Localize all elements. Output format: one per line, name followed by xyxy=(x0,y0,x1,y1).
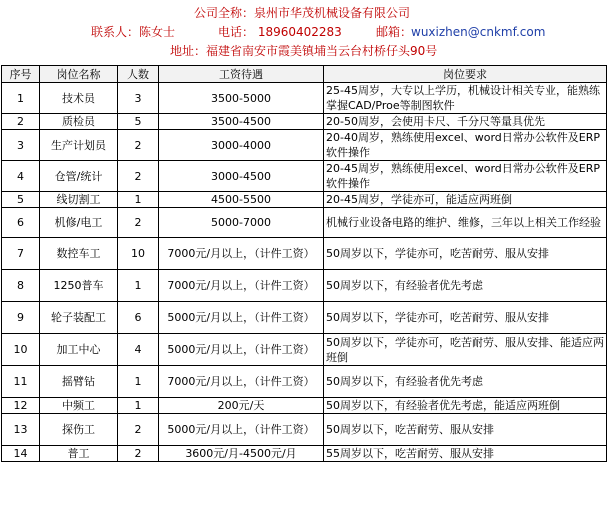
cell-requirement: 55周岁以下，吃苦耐劳、服从安排 xyxy=(324,446,607,462)
cell-position: 机修/电工 xyxy=(40,208,118,238)
cell-count: 5 xyxy=(118,114,159,130)
cell-salary: 3500-4500 xyxy=(159,114,324,130)
cell-index: 10 xyxy=(2,334,40,366)
cell-index: 7 xyxy=(2,238,40,270)
contact-line xyxy=(0,23,607,42)
cell-index: 1 xyxy=(2,83,40,114)
cell-count: 2 xyxy=(118,130,159,161)
cell-count: 1 xyxy=(118,398,159,414)
cell-requirement: 20-50周岁，会使用卡尺、千分尺等量具优先 xyxy=(324,114,607,130)
table-row xyxy=(2,114,607,130)
cell-salary: 5000元/月以上，（计件工资） xyxy=(159,334,324,366)
cell-count: 2 xyxy=(118,414,159,446)
cell-salary: 7000元/月以上，（计件工资） xyxy=(159,366,324,398)
cell-salary: 200元/天 xyxy=(159,398,324,414)
cell-index: 14 xyxy=(2,446,40,462)
cell-position: 加工中心 xyxy=(40,334,118,366)
cell-count: 2 xyxy=(118,446,159,462)
cell-position: 轮子装配工 xyxy=(40,302,118,334)
table-header-row xyxy=(2,66,607,83)
cell-requirement: 50周岁以下，学徒亦可，吃苦耐劳、服从安排、能适应两班倒 xyxy=(324,334,607,366)
cell-index: 12 xyxy=(2,398,40,414)
cell-position: 生产计划员 xyxy=(40,130,118,161)
address: 地址：福建省南安市霞美镇埔当云台村桥仔头90号 xyxy=(170,44,438,58)
cell-salary: 3000-4000 xyxy=(159,130,324,161)
cell-position: 质检员 xyxy=(40,114,118,130)
phone-number: 电话： 18960402283 xyxy=(218,25,342,39)
table-row xyxy=(2,130,607,161)
cell-salary: 5000元/月以上，（计件工资） xyxy=(159,414,324,446)
cell-count: 6 xyxy=(118,302,159,334)
table-row xyxy=(2,161,607,192)
table-row xyxy=(2,238,607,270)
cell-index: 6 xyxy=(2,208,40,238)
column-header-position: 岗位名称 xyxy=(40,66,118,83)
cell-salary: 3500-5000 xyxy=(159,83,324,114)
cell-count: 3 xyxy=(118,83,159,114)
cell-position: 1250普车 xyxy=(40,270,118,302)
cell-index: 11 xyxy=(2,366,40,398)
cell-index: 9 xyxy=(2,302,40,334)
cell-position: 技术员 xyxy=(40,83,118,114)
cell-count: 10 xyxy=(118,238,159,270)
cell-count: 1 xyxy=(118,366,159,398)
cell-index: 3 xyxy=(2,130,40,161)
contact-person: 联系人：陈女士 xyxy=(91,25,176,39)
cell-position: 数控车工 xyxy=(40,238,118,270)
column-header-salary: 工资待遇 xyxy=(159,66,324,83)
cell-requirement: 50周岁以下，有经验者优先考虑 xyxy=(324,366,607,398)
cell-position: 中频工 xyxy=(40,398,118,414)
cell-index: 8 xyxy=(2,270,40,302)
cell-salary: 5000元/月以上，（计件工资） xyxy=(159,302,324,334)
cell-index: 5 xyxy=(2,192,40,208)
cell-count: 2 xyxy=(118,161,159,192)
table-row xyxy=(2,398,607,414)
cell-count: 4 xyxy=(118,334,159,366)
email-address[interactable]: wuxizhen@cnkmf.com xyxy=(411,25,546,39)
cell-requirement: 50周岁以下，学徒亦可，吃苦耐劳、服从安排 xyxy=(324,302,607,334)
table-row xyxy=(2,270,607,302)
job-table xyxy=(1,65,607,462)
cell-position: 摇臂钻 xyxy=(40,366,118,398)
cell-salary: 7000元/月以上，（计件工资） xyxy=(159,270,324,302)
cell-position: 仓管/统计 xyxy=(40,161,118,192)
column-header-requirement: 岗位要求 xyxy=(324,66,607,83)
cell-requirement: 50周岁以下，吃苦耐劳、服从安排 xyxy=(324,414,607,446)
table-row xyxy=(2,366,607,398)
cell-salary: 4500-5500 xyxy=(159,192,324,208)
table-row xyxy=(2,414,607,446)
company-line xyxy=(0,4,607,23)
company-name: 公司全称：泉州市华茂机械设备有限公司 xyxy=(194,6,411,20)
cell-requirement: 机械行业设备电路的维护、维修，三年以上相关工作经验 xyxy=(324,208,607,238)
cell-count: 1 xyxy=(118,192,159,208)
cell-position: 普工 xyxy=(40,446,118,462)
cell-salary: 3000-4500 xyxy=(159,161,324,192)
cell-requirement: 20-45周岁，熟练使用excel、word日常办公软件及ERP软件操作 xyxy=(324,161,607,192)
cell-position: 线切割工 xyxy=(40,192,118,208)
cell-salary: 3600元/月-4500元/月 xyxy=(159,446,324,462)
table-row xyxy=(2,446,607,462)
cell-requirement: 25-45周岁，大专以上学历，机械设计相关专业，能熟练掌握CAD/Proe等制图软件 xyxy=(324,83,607,114)
cell-index: 4 xyxy=(2,161,40,192)
table-row xyxy=(2,192,607,208)
column-header-index: 序号 xyxy=(2,66,40,83)
cell-position: 探伤工 xyxy=(40,414,118,446)
cell-salary: 7000元/月以上，（计件工资） xyxy=(159,238,324,270)
cell-requirement: 50周岁以下，有经验者优先考虑 xyxy=(324,270,607,302)
table-row xyxy=(2,208,607,238)
cell-requirement: 20-45周岁，学徒亦可，能适应两班倒 xyxy=(324,192,607,208)
address-line xyxy=(0,42,607,61)
cell-salary: 5000-7000 xyxy=(159,208,324,238)
cell-index: 2 xyxy=(2,114,40,130)
table-row xyxy=(2,83,607,114)
cell-index: 13 xyxy=(2,414,40,446)
cell-requirement: 50周岁以下，学徒亦可，吃苦耐劳、服从安排 xyxy=(324,238,607,270)
table-row xyxy=(2,334,607,366)
cell-count: 2 xyxy=(118,208,159,238)
email-label: 邮箱： xyxy=(376,25,413,39)
column-header-count: 人数 xyxy=(118,66,159,83)
cell-requirement: 20-40周岁，熟练使用excel、word日常办公软件及ERP软件操作 xyxy=(324,130,607,161)
cell-count: 1 xyxy=(118,270,159,302)
cell-requirement: 50周岁以下，有经验者优先考虑，能适应两班倒 xyxy=(324,398,607,414)
table-row xyxy=(2,302,607,334)
